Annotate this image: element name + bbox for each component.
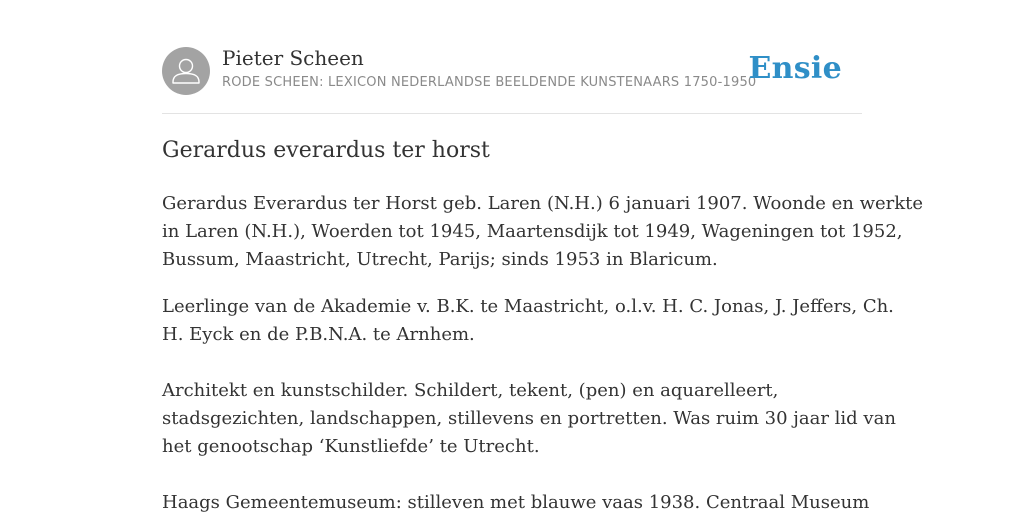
- source-label[interactable]: RODE SCHEEN: LEXICON NEDERLANDSE BEELDENDE KUNSTENAARS 1750-1950: [222, 75, 757, 90]
- author-name[interactable]: Pieter Scheen: [222, 46, 364, 70]
- article-header: [162, 46, 862, 96]
- text-line: Gerardus Everardus ter Horst geb. Laren (N.H.) 6 januari 1907. Woonde en werkte: [162, 193, 924, 214]
- paragraph-collections: [162, 489, 870, 512]
- paragraph-work: [162, 377, 896, 461]
- brand-logo[interactable]: Ensie: [748, 51, 842, 86]
- paragraph-education: [162, 293, 894, 349]
- article-body: [162, 190, 924, 512]
- user-icon: [162, 47, 210, 95]
- text-line: Architekt en kunstschilder. Schildert, tekent, (pen) en aquarelleert,: [162, 380, 779, 401]
- text-line: Haags Gemeentemuseum: stilleven met blauwe vaas 1938. Centraal Museum: [162, 492, 870, 512]
- text-line: Leerlinge van de Akademie v. B.K. te Maastricht, o.l.v. H. C. Jonas, J. Jeffers, Ch.: [162, 296, 894, 317]
- paragraph-birth: [162, 190, 924, 274]
- text-line: Bussum, Maastricht, Utrecht, Parijs; sinds 1953 in Blaricum.: [162, 249, 718, 270]
- text-line: het genootschap ‘Kunstliefde’ te Utrecht.: [162, 436, 540, 457]
- avatar[interactable]: [162, 47, 210, 95]
- text-line: H. Eyck en de P.B.N.A. te Arnhem.: [162, 324, 475, 345]
- text-line: stadsgezichten, landschappen, stillevens en portretten. Was ruim 30 jaar lid van: [162, 408, 896, 429]
- text-line: in Laren (N.H.), Woerden tot 1945, Maartensdijk tot 1949, Wageningen tot 1952,: [162, 221, 903, 242]
- divider: [162, 113, 862, 114]
- page-title: Gerardus everardus ter horst: [162, 138, 490, 163]
